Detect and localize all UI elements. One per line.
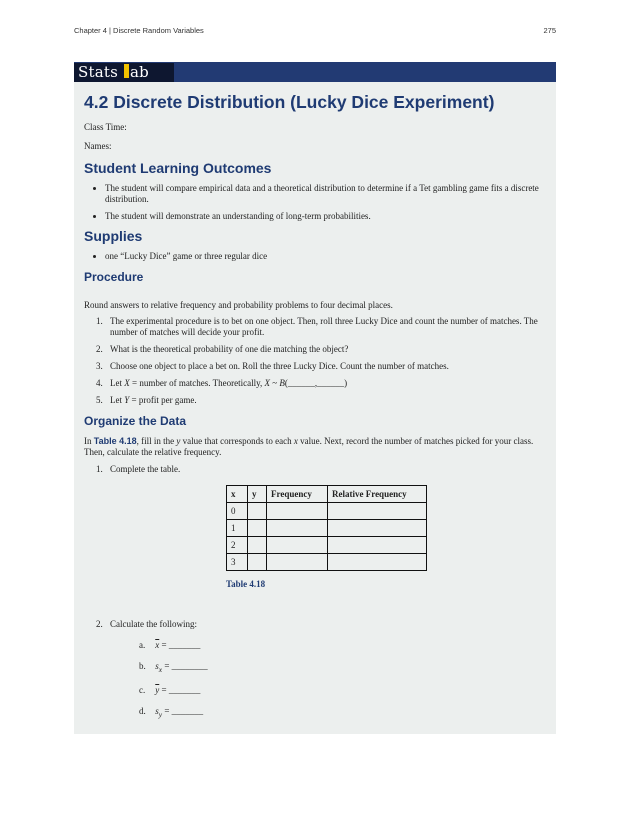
answer-blank[interactable]: = ________ <box>162 661 208 671</box>
supplies-heading: Supplies <box>84 228 143 244</box>
logo-text-right: ab <box>129 63 149 81</box>
organize-steps <box>84 464 548 475</box>
table-row <box>227 537 427 554</box>
relative-frequency-cell[interactable] <box>328 537 427 554</box>
answer-blank[interactable]: = _______ <box>162 705 204 716</box>
calc-list <box>110 640 548 720</box>
logo-l-icon <box>124 64 129 78</box>
stats-lab-panel <box>74 62 556 734</box>
outcomes-heading: Student Learning Outcomes <box>84 160 272 176</box>
table-row <box>227 520 427 537</box>
organize-step: 2. Calculate the following: a. $\overline{x}$ = _______ b. $s_x$ = ________ c. $\overline{y}$ = _______ d. $s_y$ = _______ <box>105 619 548 720</box>
chapter-label: Chapter 4 | Discrete Random Variables <box>74 26 204 35</box>
table-header-row <box>227 486 427 503</box>
binomial-blank[interactable]: (______,______) <box>284 378 348 388</box>
calc-item: a. $\overline{x}$ = _______ <box>139 640 201 650</box>
y-cell[interactable] <box>248 503 267 520</box>
calc-item: b. $s_x$ = ________ <box>139 661 208 674</box>
procedure-step: 3. Choose one object to place a bet on. Roll the three Lucky Dice. Count the number of matches. <box>105 361 548 372</box>
names-label: Names: <box>84 141 112 151</box>
organize-heading: Organize the Data <box>84 414 187 428</box>
x-cell: 0 <box>227 503 248 520</box>
procedure-step: 5. Let Y = profit per game. <box>105 395 548 406</box>
lab-content <box>84 90 548 730</box>
stats-lab-logo <box>74 63 174 82</box>
procedure-intro: Round answers to relative frequency and probability problems to four decimal places. <box>84 300 393 310</box>
procedure-steps <box>84 316 548 406</box>
s-x-symbol: s <box>155 661 159 671</box>
table-caption: Table 4.18 <box>226 579 266 589</box>
relative-frequency-cell[interactable] <box>328 503 427 520</box>
list-item: • one “Lucky Dice” game or three regular dice <box>105 251 548 262</box>
calculate-steps <box>84 619 548 720</box>
answer-blank[interactable]: = _______ <box>159 640 201 650</box>
class-time-label: Class Time: <box>84 122 127 132</box>
calc-item: d. $s_y$ = _______ <box>139 705 204 719</box>
y-cell[interactable] <box>248 554 267 571</box>
table-row <box>227 554 427 571</box>
x-bar-symbol: $\overline{x}$ <box>155 640 160 650</box>
frequency-cell[interactable] <box>267 520 328 537</box>
organize-step: 1. Complete the table. <box>105 464 548 475</box>
calc-item: c. $\overline{y}$ = _______ <box>139 684 201 695</box>
table-link[interactable]: Table 4.18 <box>93 436 137 446</box>
frequency-cell[interactable] <box>267 503 328 520</box>
y-cell[interactable] <box>248 520 267 537</box>
x-cell: 3 <box>227 554 248 571</box>
stats-lab-banner <box>74 62 556 82</box>
relative-frequency-cell[interactable] <box>328 520 427 537</box>
x-cell: 1 <box>227 520 248 537</box>
y-bar-symbol: $\overline{y}$ <box>155 684 160 695</box>
list-item: • The student will demonstrate an understanding of long-term probabilities. <box>105 211 548 222</box>
logo-text-left: Stats <box>78 63 118 81</box>
s-y-symbol: s <box>155 705 159 716</box>
table-row <box>227 503 427 520</box>
data-table <box>226 485 427 571</box>
procedure-step: 1. The experimental procedure is to bet on one object. Then, roll three Lucky Dice and count the number of matches. The number of matches will decide your profit. <box>105 316 548 338</box>
answer-blank[interactable]: = _______ <box>159 684 201 695</box>
column-header: x <box>227 486 248 503</box>
frequency-cell[interactable] <box>267 537 328 554</box>
frequency-cell[interactable] <box>267 554 328 571</box>
outcomes-list <box>84 183 548 222</box>
list-item: • The student will compare empirical data and a theoretical distribution to determine if a Tet gambling game fits a discrete distribution. <box>105 183 548 205</box>
procedure-heading: Procedure <box>84 270 144 284</box>
page-title: 4.2 Discrete Distribution (Lucky Dice Experiment) <box>84 92 495 112</box>
y-cell[interactable] <box>248 537 267 554</box>
procedure-step: 4. Let X = number of matches. Theoretically, X ~ B(______,______) <box>105 378 548 389</box>
organize-intro: In Table 4.18, fill in the y value that corresponds to each x value. Next, record the number of matches picked for your class. Then, calculate the relative frequency. <box>84 436 534 457</box>
page-number: 275 <box>543 26 556 35</box>
running-head <box>74 26 556 35</box>
relative-frequency-cell[interactable] <box>328 554 427 571</box>
supplies-list <box>84 251 548 262</box>
procedure-step: 2. What is the theoretical probability of one die matching the object? <box>105 344 548 355</box>
x-cell: 2 <box>227 537 248 554</box>
column-header: y <box>248 486 267 503</box>
column-header: Relative Frequency <box>328 486 427 503</box>
column-header: Frequency <box>267 486 328 503</box>
